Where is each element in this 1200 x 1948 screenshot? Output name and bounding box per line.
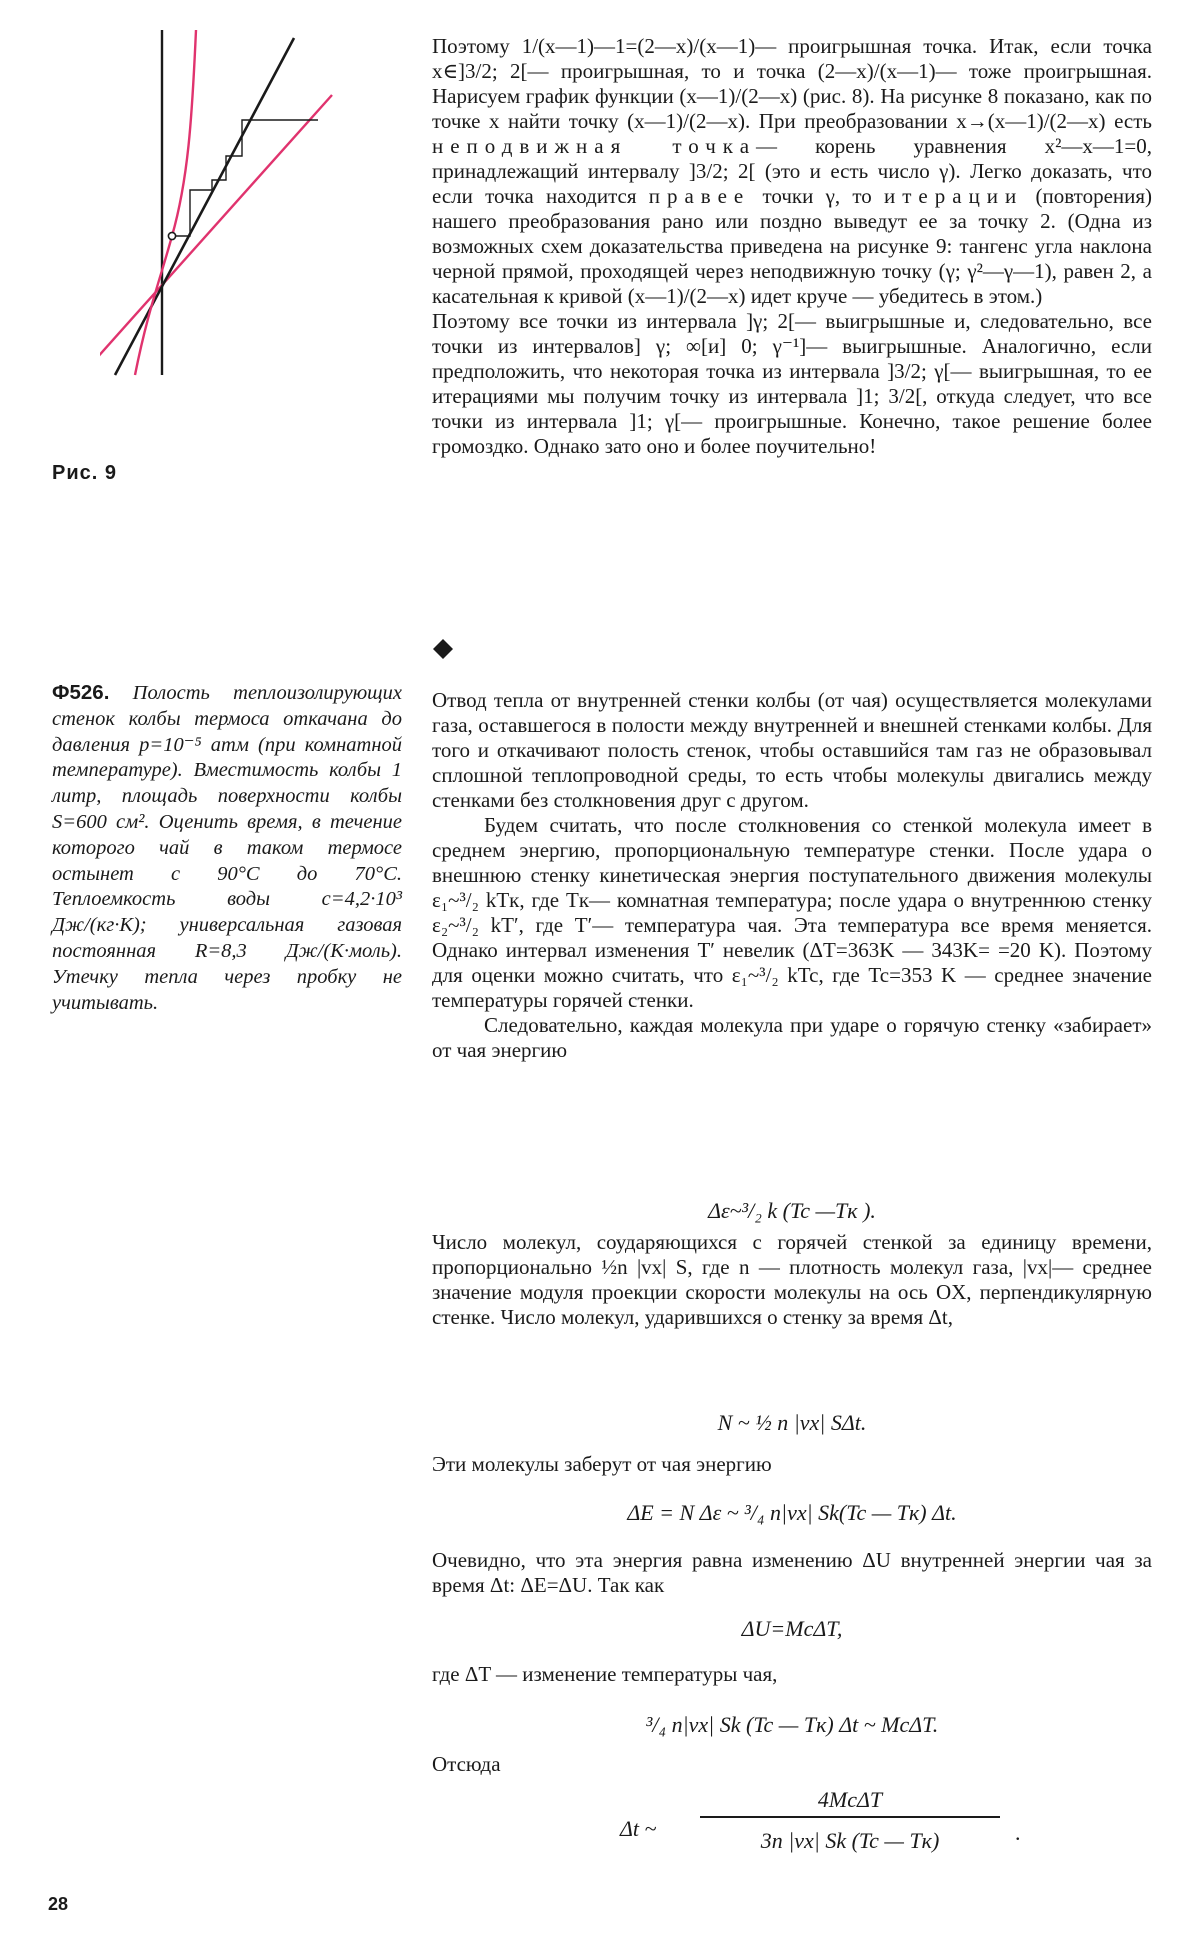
problem-statement (52, 680, 402, 1016)
text-equal-energy: Очевидно, что эта энергия равна изменению ΔU внутренней энергии чая за время Δt: ΔE=ΔU. Так как (432, 1548, 1152, 1597)
solution-block (432, 688, 1152, 1063)
problem-number: Ф526. (52, 681, 110, 704)
paragraph-fixed-point: Поэтому 1/(x—1)—1=(2—x)/(x—1)— проигрышная точка. Итак, если точка x∈]3/2; 2[— проигрышная, то и точка (2—x)/(x—1)— тоже проигрышная. Нарисуем график функции (x—1)/(2—x) (рис. 8). На рисунке 8 показано, как по точке x найти точку (x—1)/(2—x). При преобразовании x→(x—1)/(2—x) есть неподвижная точка— корень уравнения x²—x—1=0, принадлежащий интервалу ]3/2; 2[ (это и есть число γ). Легко доказать, что если точка находится правее точки γ, то итерации (повторения) нашего преобразования рано или поздно выведут ее за точку 2. (Одна из возможных схем доказательства приведена на рисунке 9: тангенс угла наклона черной прямой, проходящей через неподвижную точку (γ; γ²—γ—1), равен 2, а касательная к кривой (x—1)/(2—x) идет круче — убедитесь в этом.) (432, 34, 1153, 308)
solution-paragraph-4: Число молекул, соударяющихся с горячей стенкой за единицу времени, пропорционально ½n |vx| S, где n — плотность молекул газа, |vx|— среднее значение модуля проекции скорости молекулы на ось OX, перпендикулярную стенке. Число молекул, ударившихся о стенку за время Δt, (432, 1230, 1152, 1329)
solution-paragraph-2: Будем считать, что после столкновения со стенкой молекула имеет в среднем энергию, пропорциональную температуре стенки. После удара о внешнюю стенку кинетическая энергия поступательного движения молекулы ε₁~³/₂ kTк, где Tк— комнатная температура; после удара о внутреннюю стенку ε₂~³/₂ kT′, где T′— температура чая. Эта температура все время меняется. Однако интервал изменения T′ невелик (ΔT=363K — 343K= =20 K). Поэтому для оценки можно считать, что ε₁~³/₂ kTc, где Tc=353 K — среднее значение температуры горячей стенки. (432, 813, 1152, 1012)
iteration-staircase (172, 120, 318, 236)
fraction-numerator: 4McΔT (817, 1787, 883, 1812)
paragraph-conclusion: Поэтому все точки из интервала ]γ; 2[— выигрышные и, следовательно, все точки из интервалов] γ; ∞[и] 0; γ⁻¹]— выигрышные. Аналогично, если предположить, что некоторая точка из интервала ]3/2; γ[— выигрышная, то ее итерациями мы получим точку из интервала ]1; 3/2[, откуда следует, что все точки из интервала ]1; γ[— проигрышные. Конечно, такое решение более громоздко. Однако зато оно и более поучительно! (432, 309, 1152, 458)
black-slope-line (115, 38, 294, 375)
fraction-end-dot: . (1015, 1820, 1021, 1845)
fraction-bar (700, 1816, 1000, 1818)
figure-caption: Рис. 9 (52, 462, 117, 484)
spaced-term-fixed-point: неподвижная точка (432, 134, 757, 158)
text-temperature-change: где ΔT — изменение температуры чая, (432, 1662, 778, 1686)
tangent-pink-line (100, 95, 332, 360)
problem-text: Полость теплоизолирующих стенок колбы термоса откачана до давления p=10⁻⁵ атм (при комнатной температуре). Вместимость колбы 1 литр, площадь поверхности колбы S=600 см². Оценить время, в течение которого чай в таком термосе остынет с 90°C до 70°C. Теплоемкость воды c=4,2·10³ Дж/(кг·К); универсальная газовая постоянная R=8,3 Дж/(К·моль). Утечку тепла через пробку не учитывать. (52, 682, 402, 1014)
upper-text-block (432, 34, 1152, 459)
figure-9-graph (100, 30, 350, 390)
page-number: 28 (48, 1894, 69, 1914)
solution-paragraph-1: Отвод тепла от внутренней стенки колбы (от чая) осуществляется молекулами газа, оставшегося в полости между внутренней и внешней стенками колбы. Для того и откачивают полость стенок, чтобы оставшийся там газ не образовывал сплошной теплопроводной среды, то есть чтобы молекулы двигались между стенками без столкновения друг с другом. (432, 688, 1152, 812)
pink-curve (135, 30, 196, 375)
formula-balance: ³/₄ n|vx| Sk (Tc — Tк) Δt ~ McΔT. (645, 1712, 939, 1737)
formula-delta-epsilon: Δε~³/₂ k (Tc —Tк ). (708, 1198, 876, 1223)
spaced-term-iterations: итерации (884, 184, 1024, 208)
fraction-lhs: Δt ~ (620, 1816, 657, 1841)
fixed-point-marker (168, 232, 175, 239)
solution-paragraph-3: Следовательно, каждая молекула при ударе о горячую стенку «забирает» от чая энергию (432, 1013, 1152, 1062)
fraction-denominator: 3n |vx| Sk (Tc — Tк) (760, 1828, 940, 1853)
text-energy-taken: Эти молекулы заберут от чая энергию (432, 1452, 772, 1476)
text-hence: Отсюда (432, 1752, 501, 1776)
formula-delta-u: ΔU=McΔT, (741, 1616, 843, 1641)
formula-delta-e: ΔE = N Δε ~ ³/₄ n|vx| Sk(Tc — Tк) Δt. (627, 1500, 957, 1525)
formula-delta-t-fraction (610, 1782, 1130, 1882)
section-diamond-icon (432, 638, 454, 660)
figure-9 (100, 30, 350, 390)
spaced-term-right: правее (648, 184, 751, 208)
formula-number-of-molecules: N ~ ½ n |vx| SΔt. (717, 1410, 867, 1435)
